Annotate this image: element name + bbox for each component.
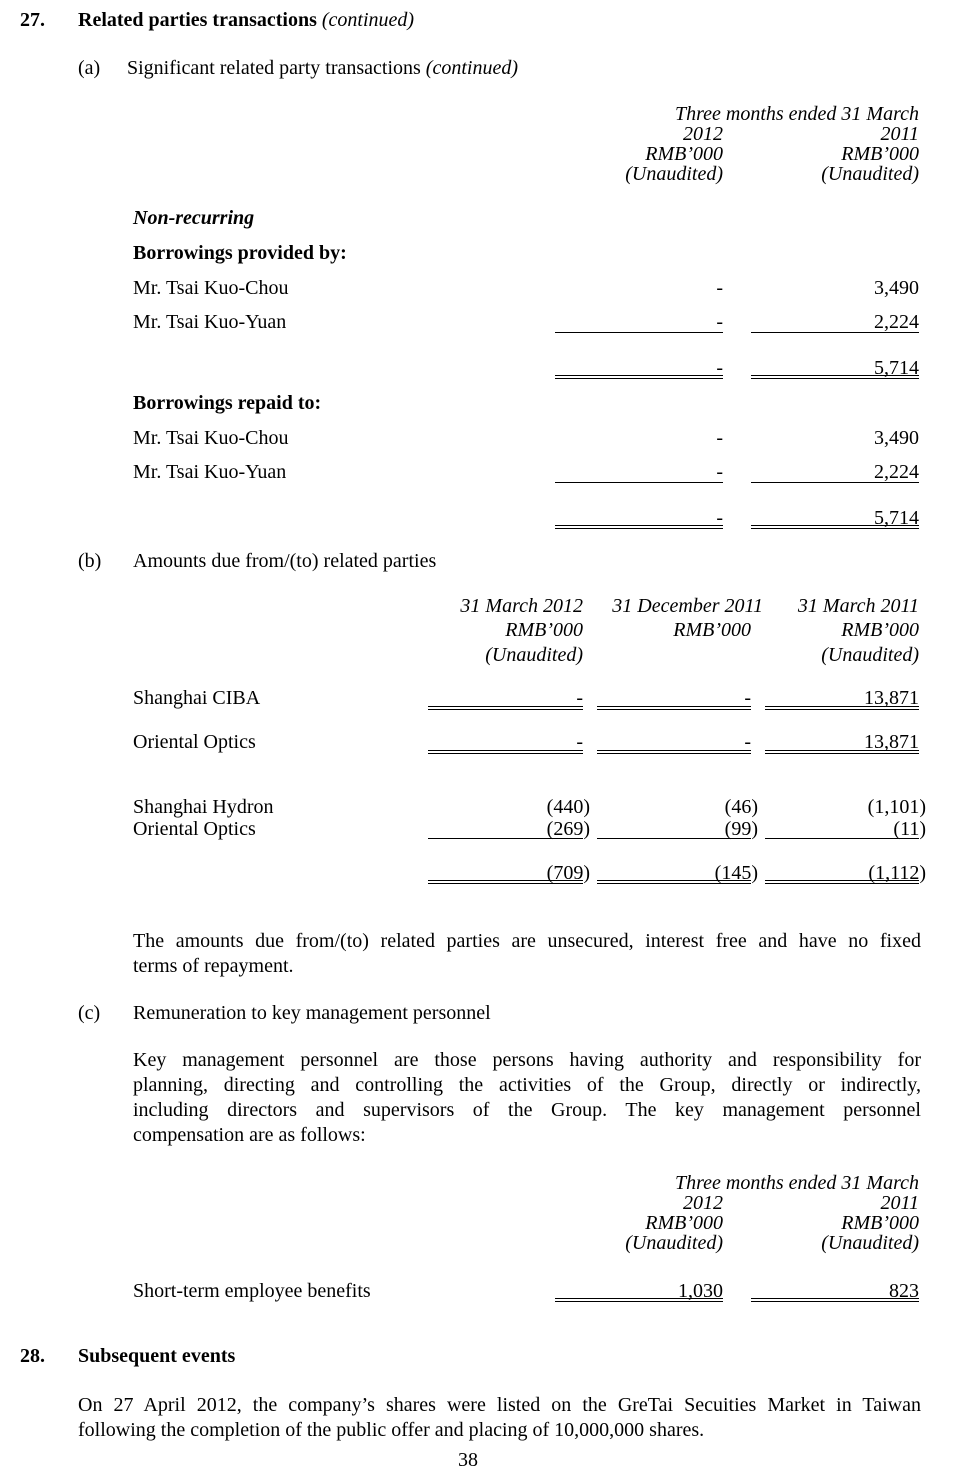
b-header-col1-date: 31 March 2012: [460, 595, 583, 617]
subsection-c-label: (c): [78, 1002, 101, 1024]
provided-row-2012: -: [716, 277, 723, 299]
subsection-c-title: Remuneration to key management personnel: [133, 1002, 491, 1024]
a-header-unaudited-2011: (Unaudited): [821, 163, 919, 185]
a-header-year-2011: 2011: [880, 123, 919, 145]
due-from-row-name: Oriental Optics: [133, 731, 256, 753]
total-double-rule: [555, 525, 723, 529]
subtotal-rule: [765, 838, 919, 839]
provided-row-name: Mr. Tsai Kuo-Chou: [133, 277, 289, 299]
section-27-title: [78, 10, 414, 30]
due-to-row-col3: (11): [893, 818, 926, 840]
b-header-col3-date: 31 March 2011: [797, 595, 919, 617]
repaid-row-name: Mr. Tsai Kuo-Chou: [133, 427, 289, 449]
total-double-rule: [597, 880, 751, 884]
subsection-a-title-text: Significant related party transactions: [127, 57, 421, 79]
due-to-row-col1: (440): [546, 796, 590, 818]
repaid-row-name: Mr. Tsai Kuo-Yuan: [133, 461, 287, 483]
due-to-row-col3: (1,101): [867, 796, 926, 818]
total-double-rule: [765, 750, 919, 754]
provided-row-2011: 2,224: [874, 311, 919, 333]
total-double-rule: [765, 880, 919, 884]
c-row-2012: 1,030: [678, 1280, 723, 1302]
c-header-year-2012: 2012: [683, 1192, 723, 1214]
subtotal-rule: [751, 332, 919, 333]
a-header-unaudited-2012: (Unaudited): [625, 163, 723, 185]
total-double-rule: [428, 750, 583, 754]
subsection-b-title: Amounts due from/(to) related parties: [133, 550, 437, 572]
provided-total-2012: -: [716, 357, 723, 379]
borrowings-provided-heading: Borrowings provided by:: [133, 242, 347, 264]
subtotal-rule: [428, 838, 583, 839]
c-paragraph-line-3: including directors and supervisors of the Group. The key management personnel: [133, 1099, 921, 1121]
section-27-continued: (continued): [321, 9, 415, 31]
due-from-row-col1: -: [576, 731, 583, 753]
total-double-rule: [765, 706, 919, 710]
repaid-total-2012: -: [716, 507, 723, 529]
due-from-row-name: Shanghai CIBA: [133, 687, 261, 709]
a-header-year-2012: 2012: [683, 123, 723, 145]
due-to-row-name: Shanghai Hydron: [133, 796, 274, 818]
repaid-row-2011: 3,490: [874, 427, 919, 449]
section-28-number: 28.: [20, 1345, 45, 1367]
c-paragraph-line-2: planning, directing and controlling the activities of the Group, directly or indirectly,: [133, 1074, 921, 1096]
due-to-row-col2: (99): [724, 818, 758, 840]
b-header-col2-unit: RMB’000: [673, 619, 751, 641]
due-to-row-name: Oriental Optics: [133, 818, 256, 840]
provided-row-name: Mr. Tsai Kuo-Yuan: [133, 311, 287, 333]
c-row-name: Short-term employee benefits: [133, 1280, 371, 1302]
c-row-2011: 823: [889, 1280, 919, 1302]
due-from-row-col2: -: [744, 687, 751, 709]
due-to-row-col2: (46): [724, 796, 758, 818]
total-double-rule: [751, 525, 919, 529]
c-paragraph-line-4: compensation are as follows:: [133, 1124, 366, 1146]
non-recurring-heading: Non-recurring: [133, 207, 255, 229]
c-header-unit-2012: RMB’000: [645, 1212, 723, 1234]
c-header-unaudited-2012: (Unaudited): [625, 1232, 723, 1254]
due-from-row-col2: -: [744, 731, 751, 753]
total-double-rule: [555, 1298, 723, 1302]
subsection-a-continued: (continued): [425, 57, 518, 79]
total-double-rule: [751, 1298, 919, 1302]
total-double-rule: [597, 750, 751, 754]
provided-total-2011: 5,714: [874, 357, 919, 379]
due-to-total-col1: (709): [546, 862, 590, 884]
subtotal-rule: [597, 838, 751, 839]
due-to-total-col2: (145): [714, 862, 758, 884]
c-header-unaudited-2011: (Unaudited): [821, 1232, 919, 1254]
subtotal-rule: [555, 482, 723, 483]
section-27-title-text: Related parties transactions: [78, 9, 317, 31]
total-double-rule: [751, 375, 919, 379]
c-header-year-2011: 2011: [880, 1192, 919, 1214]
subsection-b-label: (b): [78, 550, 102, 572]
b-note-line-1: The amounts due from/(to) related parties are unsecured, interest free and have no fixed: [133, 930, 921, 952]
subtotal-rule: [555, 332, 723, 333]
a-header-unit-2012: RMB’000: [645, 143, 723, 165]
provided-row-2012: -: [716, 311, 723, 333]
section-28-paragraph-line-2: following the completion of the public offer and placing of 10,000,000 shares.: [78, 1419, 705, 1441]
b-note-line-2: terms of repayment.: [133, 955, 294, 977]
subsection-a-title: [127, 58, 518, 78]
page-number: 38: [458, 1449, 478, 1471]
due-from-row-col1: -: [576, 687, 583, 709]
a-header-period: Three months ended 31 March: [674, 103, 919, 125]
section-27-number: 27.: [20, 9, 45, 31]
total-double-rule: [597, 706, 751, 710]
repaid-row-2012: -: [716, 461, 723, 483]
total-double-rule: [428, 880, 583, 884]
total-double-rule: [555, 375, 723, 379]
section-28-title: Subsequent events: [78, 1345, 236, 1367]
due-from-row-col3: 13,871: [864, 731, 919, 753]
subtotal-rule: [751, 482, 919, 483]
borrowings-repaid-heading: Borrowings repaid to:: [133, 392, 322, 414]
b-header-col3-unit: RMB’000: [841, 619, 919, 641]
c-header-unit-2011: RMB’000: [841, 1212, 919, 1234]
due-from-row-col3: 13,871: [864, 687, 919, 709]
b-header-col2-date: 31 December 2011: [612, 595, 763, 617]
repaid-row-2011: 2,224: [874, 461, 919, 483]
total-double-rule: [428, 706, 583, 710]
provided-row-2011: 3,490: [874, 277, 919, 299]
due-to-row-col1: (269): [546, 818, 590, 840]
repaid-row-2012: -: [716, 427, 723, 449]
c-paragraph-line-1: Key management personnel are those persons having authority and responsibility for: [133, 1049, 921, 1071]
repaid-total-2011: 5,714: [874, 507, 919, 529]
b-header-col1-unit: RMB’000: [505, 619, 583, 641]
b-header-col1-unaudited: (Unaudited): [485, 644, 583, 666]
a-header-unit-2011: RMB’000: [841, 143, 919, 165]
c-header-period: Three months ended 31 March: [674, 1172, 919, 1194]
subsection-a-label: (a): [78, 57, 101, 79]
b-header-col3-unaudited: (Unaudited): [821, 644, 919, 666]
section-28-paragraph-line-1: On 27 April 2012, the company’s shares were listed on the GreTai Secuities Market in Taiwan: [78, 1394, 921, 1416]
due-to-total-col3: (1,112): [868, 862, 926, 884]
